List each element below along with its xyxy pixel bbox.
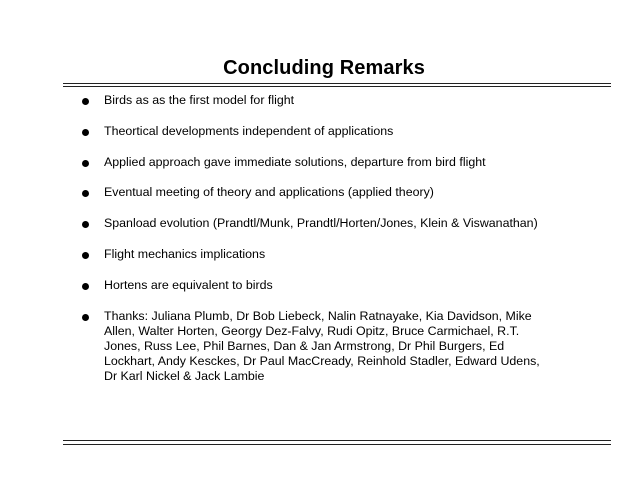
bullet-dot-icon <box>82 221 89 228</box>
bullet-dot-icon <box>82 252 89 259</box>
bullet-text: Spanload evolution (Prandtl/Munk, Prandtl/Horten/Jones, Klein & Viswanathan) <box>104 216 538 230</box>
bullet-dot-icon <box>82 283 89 290</box>
bullet-dot-icon <box>82 314 89 321</box>
bullet-dot-icon <box>82 160 89 167</box>
bullet-dot-icon <box>82 129 89 136</box>
bullet-dot-icon <box>82 190 89 197</box>
bullet-text-thanks: Thanks: Juliana Plumb, Dr Bob Liebeck, Nalin Ratnayake, Kia Davidson, Mike Allen, Walter Horten, Georgy Dez-Falvy, Rudi Opitz, Bruce Carmichael, R.T. Jones, Russ Lee, Phil Barnes, Dan & Jan Armstrong, Dr Phil Burgers, Ed Lockhart, Andy Kesckes, Dr Paul MacCready, Reinhold Stadler, Edward Udens, Dr Karl Nickel & Jack Lambie <box>104 309 540 383</box>
bullet-text: Theortical developments independent of applications <box>104 124 394 138</box>
footer-rule-second <box>63 444 611 445</box>
slide-title: Concluding Remarks <box>223 57 425 79</box>
footer-rule <box>63 440 611 441</box>
bullet-text: Eventual meeting of theory and applications (applied theory) <box>104 185 434 199</box>
bullet-text: Applied approach gave immediate solutions, departure from bird flight <box>104 155 486 169</box>
bullet-text: Birds as as the first model for flight <box>104 93 295 107</box>
bullet-text: Hortens are equivalent to birds <box>104 278 273 292</box>
bullet-dot-icon <box>82 98 89 105</box>
bullet-text: Flight mechanics implications <box>104 247 266 261</box>
